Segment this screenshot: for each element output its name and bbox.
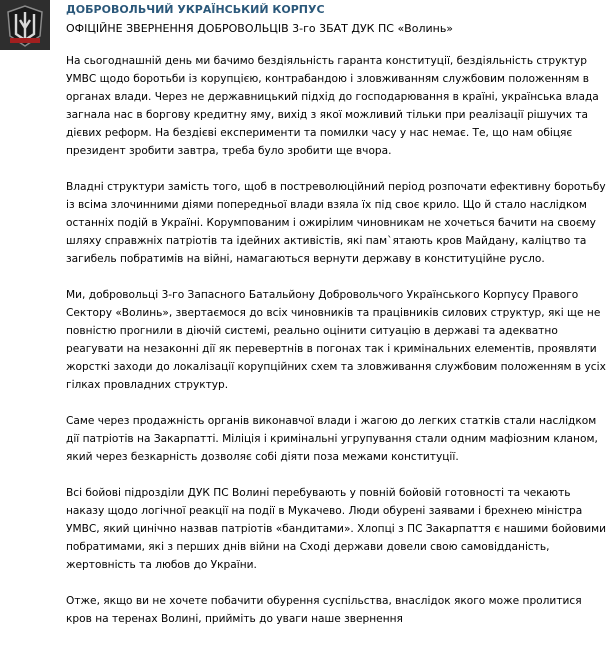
post-paragraph: На сьогоднашній день ми бачимо бездіяльність гаранта конституції, бездіяльність структур УМВС щодо боротьби із корупцією, контрабандою і зловживанням службовим положенням в органах влади. Через не державницький підхід до господарювання в країні, українська влада загнала нас в боргову кредитну яму, вихід з якої можливий тільки при реалізації рішучих та дієвих реформ. На бездієві експерименти та помилки часу у нас немає. Те, що нам обіцяє президент зробити завтра, треба було зробити ще вчора. [66, 55, 599, 157]
post-paragraph: Саме через продажність органів виконавчої влади і жагою до легких статків стали наслідком дії патріотів на Закарпатті. Міліція і кримінальні угрупування стали одним мафіозним кланом, який через безкарність дозволяє собі діяти поза межами конституції. [66, 415, 598, 463]
post-paragraph: Отже, якщо ви не хочете побачити обурення суспільства, внаслідок якого може пролитися кров на теренах Волині, прийміть до уваги наше звернення [66, 595, 582, 625]
post-title: ОФІЦІЙНЕ ЗВЕРНЕННЯ ДОБРОВОЛЬЦІВ 3-го 3БАТ ДУК ПС «Волинь» [66, 22, 454, 35]
tryzub-emblem-icon [0, 0, 50, 50]
avatar[interactable] [0, 0, 50, 50]
post-paragraph: Ми, добровольці 3-го Запасного Батальйону Добровольчого Українського Корпусу Правого Сектору «Волинь», звертаємося до всіх чиновників та працівників силових структур, які ще не повністю прогнили в діючій системі, реально оцінити ситуацію в державі та адекватно реагувати на незаконні дії як перевертнів в погонах так і кримінальних елементів, проявляти жорсткі заходи до локалізації корупційних схем та зловживання службовим положенням в усіх гілках провладних структур. [66, 289, 606, 391]
post-body [66, 52, 610, 646]
post-header [66, 3, 610, 36]
post-paragraph: Владні структури замість того, щоб в постреволюційний період розпочати ефективну боротьбу із всіма злочинними діями попередньої влади взяла їх під своє крило. Що й стало наслідком останніх подій в Україні. Корумпованим і ожирілим чиновникам не хочеться бачити на своєму шляху справжніх патріотів та ідейних активістів, які пам`ятають кров Майдану, каліцтво та загибель побратимів на війні, намагаються вернути державу в конституційне русло. [66, 181, 606, 265]
post-paragraph: Всі бойові підрозділи ДУК ПС Волині перебувають у повній бойовій готовності та чекають наказу щодо логічної реакції на події в Мукачево. Люди обурені заявами і брехнею міністра УМВС, який цинічно назвав патріотів «бандитами». Хлопці з ПС Закарпаття є нашими бойовими побратимами, які з перших днів війни на Сході держави довели свою самовідданість, жертовність та любов до України. [66, 487, 607, 571]
author-link[interactable]: ДОБРОВОЛЬЧИЙ УКРАЇНСЬКИЙ КОРПУС [66, 3, 325, 16]
